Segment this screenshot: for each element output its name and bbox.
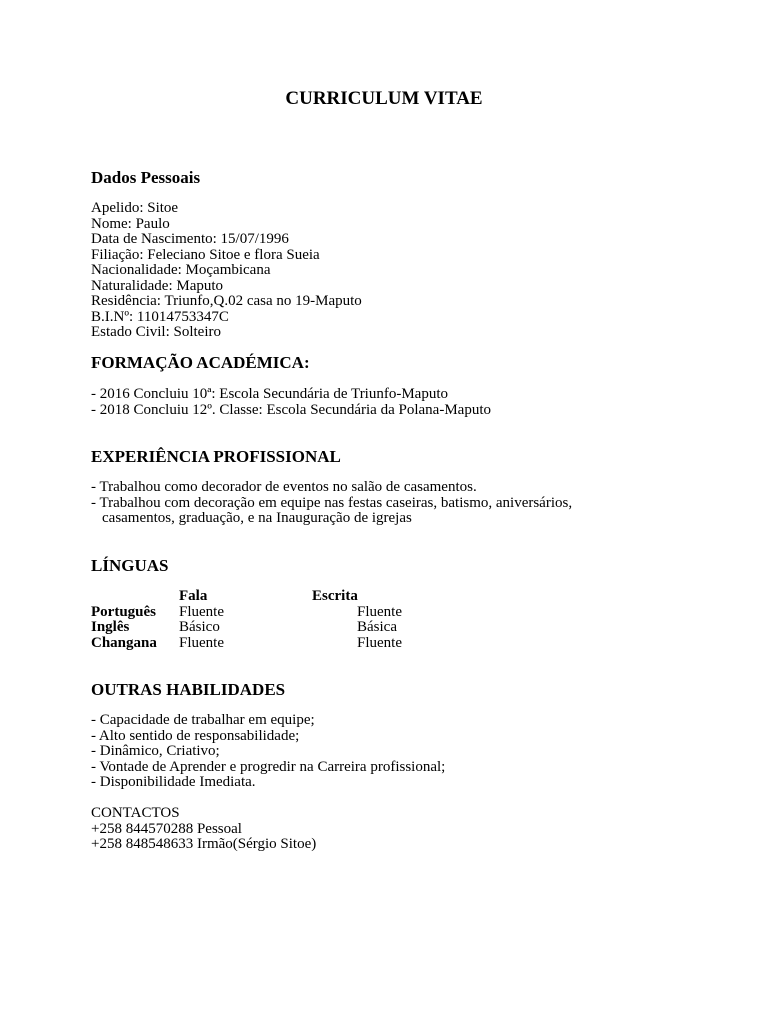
experience-section xyxy=(91,480,691,527)
languages-table xyxy=(91,589,491,653)
birth-date-line: Data de Nascimento: 15/07/1996 xyxy=(91,231,289,247)
contact-phone-personal: +258 844570288 Pessoal xyxy=(91,820,242,837)
personal-data-section xyxy=(91,201,691,341)
language-name: Português xyxy=(91,603,156,620)
surname-line: Apelido: Sitoe xyxy=(91,200,179,216)
contacts-heading: CONTACTOS xyxy=(91,805,180,821)
experience-item: - Trabalhou com decoração em equipe nas festas caseiras, batismo, aniversários, xyxy=(91,494,573,511)
language-speak-level: Básico xyxy=(179,619,220,635)
education-section xyxy=(91,387,691,418)
skill-item: - Alto sentido de responsabilidade; xyxy=(91,727,300,744)
parents-line: Filiação: Feleciano Sitoe e flora Sueia xyxy=(91,246,320,263)
contacts-section xyxy=(91,806,691,853)
contact-phone-brother: +258 848548633 Irmão(Sérgio Sitoe) xyxy=(91,836,317,852)
skill-item: - Disponibilidade Imediata. xyxy=(91,774,256,790)
skills-section xyxy=(91,713,691,791)
skill-item: - Vontade de Aprender e progredir na Carreira profissional; xyxy=(91,758,446,775)
experience-item-continuation: casamentos, graduação, e na Inauguração de igrejas xyxy=(102,510,412,526)
column-header-speak: Fala xyxy=(179,588,208,604)
language-write-level: Fluente xyxy=(357,634,402,651)
language-write-level: Fluente xyxy=(357,603,402,620)
skill-item: - Capacidade de trabalhar em equipe; xyxy=(91,712,315,728)
language-name: Inglês xyxy=(91,619,130,635)
experience-item: - Trabalhou como decorador de eventos no salão de casamentos. xyxy=(91,479,477,495)
language-speak-level: Fluente xyxy=(179,634,224,651)
skill-item: - Dinâmico, Criativo; xyxy=(91,743,220,759)
residence-line: Residência: Triunfo,Q.02 casa no 19-Maputo xyxy=(91,293,362,309)
language-speak-level: Fluente xyxy=(179,603,224,620)
experience-heading: EXPERIÊNCIA PROFISSIONAL xyxy=(91,447,341,466)
education-heading: FORMAÇÃO ACADÉMICA: xyxy=(91,353,310,372)
education-item: - 2016 Concluiu 10ª: Escola Secundária de Triunfo-Maputo xyxy=(91,386,449,402)
language-write-level: Básica xyxy=(357,619,397,635)
languages-heading: LÍNGUAS xyxy=(91,556,169,575)
birthplace-line: Naturalidade: Maputo xyxy=(91,277,224,294)
personal-data-heading: Dados Pessoais xyxy=(91,168,201,187)
education-item: - 2018 Concluiu 12º. Classe: Escola Secundária da Polana-Maputo xyxy=(91,401,491,418)
language-name: Changana xyxy=(91,634,157,651)
page-title: CURRICULUM VITAE xyxy=(285,88,483,109)
column-header-write: Escrita xyxy=(312,588,358,604)
name-line: Nome: Paulo xyxy=(91,215,170,232)
skills-heading: OUTRAS HABILIDADES xyxy=(91,680,286,699)
marital-status-line: Estado Civil: Solteiro xyxy=(91,324,221,340)
id-number-line: B.I.Nº: 11014753347C xyxy=(91,308,229,325)
nationality-line: Nacionalidade: Moçambicana xyxy=(91,262,271,278)
